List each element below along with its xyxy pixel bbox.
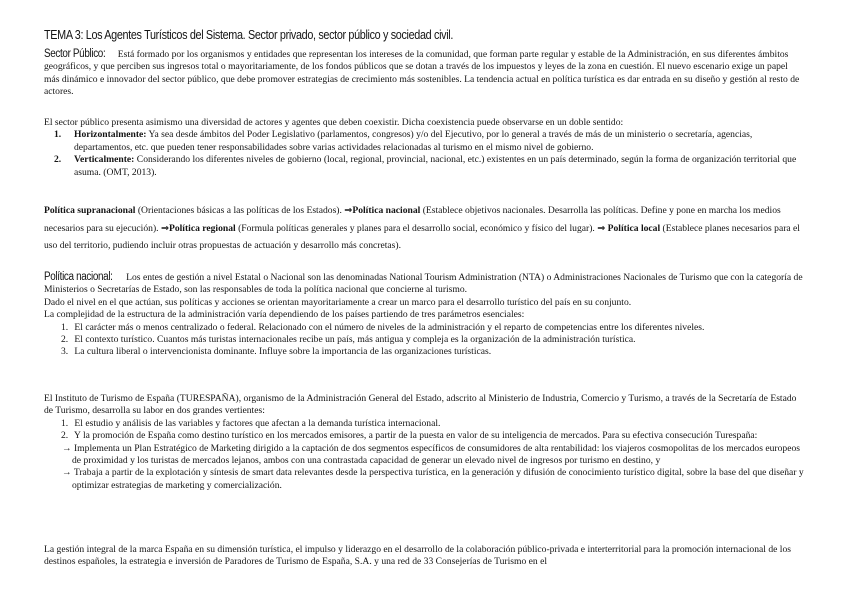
arrow-right-icon: ⇒ <box>597 222 606 234</box>
arrow-text: Trabaja a partir de la explotación y síntesis de smart data relevantes desde la perspectiva turística, en la generación y difusión de conocimiento turístico digital, sobre la base del que diseñar y optimizar estrategias de marketing y comercialización. <box>71 467 804 491</box>
list-item <box>44 334 804 346</box>
list-text: La cultura liberal o intervencionista dominante. Influye sobre la importancia de las organizaciones turísticas. <box>74 346 492 358</box>
sector-publico-text: Está formado por los organismos y entidades que representan los intereses de la comunidad, que forman parte regular y estable de la Administración, en sus diferentes ámbitos geográficos, y que perciben sus ingresos total o mayoritariamente, de los fondos públicos que se dotan a través de los impuestos y leyes de la zona en cuestión. El nuevo escenario exige un papel más dinámico e innovador del sector público, que debe promover estrategias de crecimiento más sostenibles. La tendencia actual en política turística es dar entrada en su diseño y gestión al resto de actores. <box>44 49 800 98</box>
parametros-list <box>44 322 804 359</box>
politica-nacional-line: Dado el nivel en el que actúan, sus políticas y acciones se orientan mayoritariamente a crear un marco para el desarrollo turístico del país en su conjunto. <box>44 296 632 308</box>
politica-nacional-text: Los entes de gestión a nivel Estatal o Nacional son las denominadas National Tourism Administration (NTA) o Administraciones Nacionales de Turismo que con la categoría de Ministerios o Secretarías de Estado, son las responsables de toda la política nacional que concierne al turismo. <box>44 272 803 296</box>
document-title <box>44 29 804 41</box>
horizontal-label: Horizontalmente: <box>74 129 147 141</box>
turespana-intro: El Instituto de Turismo de España (TURESPAÑA), organismo de la Administración General del Estado, adscrito al Ministerio de Industria, Comercio y Turismo, a través de la Secretaría de Estado de Turismo, desarrolla su labor en dos grandes vertientes: <box>44 393 797 417</box>
final-paragraph <box>44 544 804 569</box>
list-number: 1. <box>54 129 62 141</box>
supranacional-text: (Orientaciones básicas a las políticas de los Estados). <box>135 205 345 216</box>
list-number: 2. <box>54 154 62 166</box>
dimension-list <box>44 129 804 179</box>
final-text: La gestión integral de la marca España en su dimensión turística, el impulso y liderazgo en el desarrollo de la colaboración público-privada e interterritorial para la promoción internacional de los destinos españoles, la estrategia e inversión de Paradores de Turismo de España, S.A. y una red de 33 Consejerías de Turismo en el <box>44 544 791 568</box>
arrow-icon: → <box>62 467 72 479</box>
list-text: El contexto turístico. Cuantos más turistas internacionales recibe un país, más antigua y compleja es la organización de la administración turística. <box>74 334 636 346</box>
list-text: El estudio y análisis de las variables y factores que afectan a la demanda turística internacional. <box>74 417 441 429</box>
arrow-text: Implementa un Plan Estratégico de Marketing dirigido a la captación de dos segmentos específicos de consumidores de alta rentabilidad: los viajeros cosmopolitas de los mercados europeos de proximidad y los turistas de mercados lejanos, ambos con una contrastada capacidad de generar un elevado nivel de ingresos por turismo en destino, y <box>71 442 800 467</box>
regional-text: (Formula políticas generales y planes para el desarrollo social, económico y físico del lugar). <box>235 222 598 234</box>
local-label: Política local <box>605 222 661 234</box>
vertical-label: Verticalmente: <box>74 154 135 166</box>
list-item <box>44 322 804 334</box>
sector-publico-paragraph <box>44 48 804 99</box>
list-number: 1. <box>61 417 69 429</box>
politica-nacional-section <box>44 271 804 359</box>
dimension-intro: El sector público presenta asimismo una diversidad de actores y agentes que deben coexistir. Dicha coexistencia puede observarse en un doble sentido: <box>44 117 624 128</box>
politica-nacional-paragraph <box>44 271 804 297</box>
list-text: Y la promoción de España como destino turístico en los mercados emisores, a partir de la puesta en valor de su inteligencia de mercados. Para su efectiva consecución Turespaña: <box>74 430 758 442</box>
vertical-text: Considerando los diferentes niveles de gobierno (local, regional, provincial, nacional, etc.) existentes en un país determinado, según la forma de organización territorial que asuma. (OMT, 2013). <box>74 154 797 178</box>
regional-label: Política regional <box>168 222 236 234</box>
list-item <box>44 346 804 358</box>
dimension-section <box>44 117 804 179</box>
politica-nacional-line: La complejidad de la estructura de la administración varía dependiendo de los países partiendo de tres parámetros esenciales: <box>44 309 525 321</box>
supranacional-label: Política supranacional <box>44 205 136 216</box>
arrow-right-icon: ⇒ <box>160 222 169 234</box>
sector-publico-heading: Sector Público: <box>44 48 106 60</box>
list-item <box>44 129 804 154</box>
list-item <box>44 418 804 430</box>
arrow-right-icon: ⇒ <box>344 205 353 216</box>
horizontal-text: Ya sea desde ámbitos del Poder Legislativo (parlamentos, congresos) y/o del Ejecutivo, por lo general a través de más de un ministerio o secretaría, agencias, departamentos, etc. que pueden tener responsabilidades sobre varias actividades relacionadas al turismo en el mismo nivel de gobierno. <box>74 129 753 153</box>
local-text: (Establece planes necesarios para el uso del territorio, pudiendo incluir otras propuestas de actuación y desarrollo más concretas). <box>44 222 800 251</box>
list-number: 1. <box>61 321 69 333</box>
nacional-label: Política nacional <box>352 205 421 216</box>
politica-nacional-heading: Política nacional: <box>44 271 113 283</box>
list-number: 3. <box>61 346 69 358</box>
list-item <box>44 430 804 442</box>
list-number: 2. <box>61 430 69 442</box>
nacional-text: (Establece objetivos nacionales. Desarrolla las políticas. Define y pone en marcha los medios necesarios para su ejecución). <box>44 205 781 234</box>
list-number: 2. <box>61 334 69 346</box>
title-text: TEMA 3: Los Agentes Turísticos del Sistema. Sector privado, sector público y sociedad civil. <box>44 28 454 42</box>
politicas-paragraph <box>44 202 804 255</box>
turespana-section <box>44 393 804 492</box>
arrow-item <box>44 443 804 468</box>
arrow-icon: → <box>62 442 72 454</box>
list-item <box>44 154 804 179</box>
list-text: El carácter más o menos centralizado o federal. Relacionado con el número de niveles de la administración y el reparto de competencias entre los diferentes niveles. <box>74 321 705 333</box>
arrow-item <box>44 467 804 492</box>
turespana-list <box>44 418 804 443</box>
